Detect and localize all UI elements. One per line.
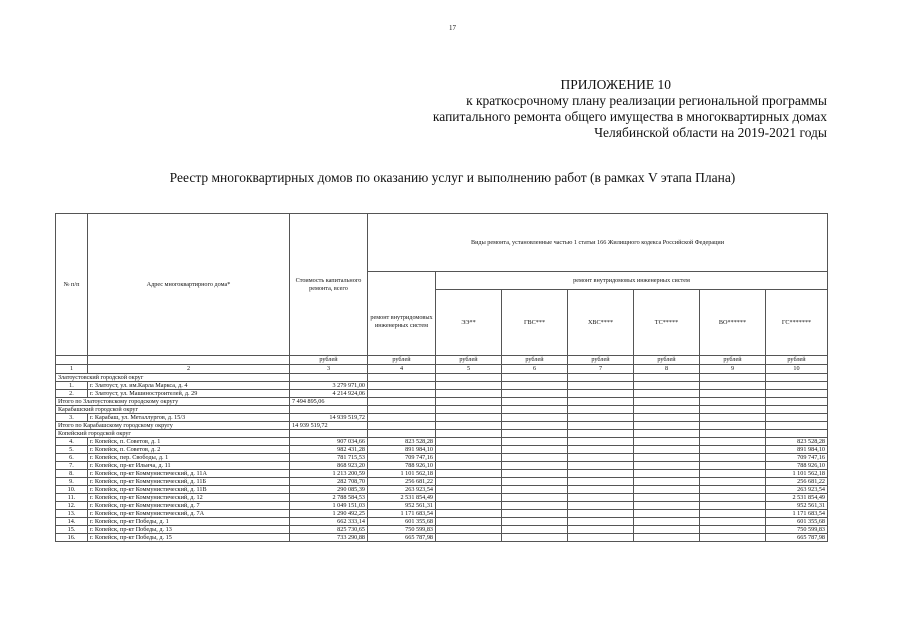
unit-cell: рублей bbox=[436, 356, 502, 365]
table-cell bbox=[634, 438, 700, 446]
table-cell bbox=[502, 518, 568, 526]
row-gs bbox=[766, 382, 828, 390]
table-cell bbox=[634, 494, 700, 502]
header-total-cost: Стоимость капитального ремонта, всего bbox=[290, 214, 368, 356]
table-cell bbox=[634, 534, 700, 542]
table-cell bbox=[634, 454, 700, 462]
row-total-cost: 982 431,28 bbox=[290, 446, 368, 454]
row-number: 11. bbox=[56, 494, 88, 502]
row-number: 16. bbox=[56, 534, 88, 542]
table-cell bbox=[502, 382, 568, 390]
header-address: Адрес многоквартирного дома* bbox=[88, 214, 290, 356]
table-cell bbox=[700, 438, 766, 446]
table-cell bbox=[502, 534, 568, 542]
header-number: № п/п bbox=[56, 214, 88, 356]
subtotal-value: 14 939 519,72 bbox=[290, 422, 368, 430]
row-number: 1. bbox=[56, 382, 88, 390]
column-index: 6 bbox=[502, 365, 568, 374]
row-gs: 788 926,10 bbox=[766, 462, 828, 470]
unit-cell: рублей bbox=[634, 356, 700, 365]
table-cell bbox=[766, 430, 828, 438]
row-number: 2. bbox=[56, 390, 88, 398]
table-cell bbox=[568, 422, 634, 430]
table-row bbox=[56, 438, 828, 446]
row-gs: 1 171 683,54 bbox=[766, 510, 828, 518]
unit-cell: рублей bbox=[766, 356, 828, 365]
table-cell bbox=[634, 390, 700, 398]
table-cell bbox=[436, 406, 502, 414]
row-internal-systems: 709 747,16 bbox=[368, 454, 436, 462]
row-address: г. Копейск, пр-кт Коммунистический, д. 11Б bbox=[88, 478, 290, 486]
row-number: 13. bbox=[56, 510, 88, 518]
row-total-cost: 868 923,20 bbox=[290, 462, 368, 470]
table-cell bbox=[436, 518, 502, 526]
table-cell bbox=[700, 470, 766, 478]
subtotal-label: Итого по Златоустовскому городскому округу bbox=[56, 398, 290, 406]
page-number: 17 bbox=[449, 24, 456, 32]
table-cell bbox=[502, 478, 568, 486]
column-index: 4 bbox=[368, 365, 436, 374]
unit-cell: рублей bbox=[700, 356, 766, 365]
table-cell bbox=[568, 398, 634, 406]
table-cell bbox=[502, 502, 568, 510]
row-internal-systems: 601 355,68 bbox=[368, 518, 436, 526]
registry-table bbox=[55, 213, 828, 542]
table-cell bbox=[766, 398, 828, 406]
table-cell bbox=[436, 502, 502, 510]
table-cell bbox=[502, 414, 568, 422]
row-internal-systems: 1 101 562,18 bbox=[368, 470, 436, 478]
row-address: г. Копейск, п. Советов, д. 2 bbox=[88, 446, 290, 454]
table-cell bbox=[436, 494, 502, 502]
row-internal-systems: 2 531 854,49 bbox=[368, 494, 436, 502]
table-cell bbox=[634, 406, 700, 414]
table-row bbox=[56, 478, 828, 486]
table-cell bbox=[568, 438, 634, 446]
table-cell bbox=[700, 494, 766, 502]
table-cell bbox=[634, 518, 700, 526]
table-cell bbox=[634, 478, 700, 486]
row-total-cost: 1 290 492,25 bbox=[290, 510, 368, 518]
section-title: Карабашский городской округ bbox=[56, 406, 290, 414]
table-row bbox=[56, 518, 828, 526]
table-cell bbox=[568, 486, 634, 494]
column-index: 7 bbox=[568, 365, 634, 374]
table-cell bbox=[568, 374, 634, 382]
row-address: г. Копейск, пр-кт Ильича, д. 11 bbox=[88, 462, 290, 470]
table-cell bbox=[436, 446, 502, 454]
row-address: г. Копейск, пр-кт Коммунистический, д. 12 bbox=[88, 494, 290, 502]
table-cell bbox=[502, 398, 568, 406]
table-cell bbox=[766, 422, 828, 430]
unit-cell: рублей bbox=[568, 356, 634, 365]
table-cell bbox=[436, 374, 502, 382]
row-address: г. Златоуст, ул. им.Карла Маркса, д. 4 bbox=[88, 382, 290, 390]
table-cell bbox=[634, 462, 700, 470]
table-cell bbox=[700, 518, 766, 526]
table-cell bbox=[436, 534, 502, 542]
section-title: Копейский городской округ bbox=[56, 430, 290, 438]
column-index: 10 bbox=[766, 365, 828, 374]
row-internal-systems bbox=[368, 382, 436, 390]
table-cell bbox=[568, 382, 634, 390]
table-cell bbox=[700, 502, 766, 510]
row-internal-systems: 1 171 683,54 bbox=[368, 510, 436, 518]
table-row bbox=[56, 534, 828, 542]
table-row bbox=[56, 462, 828, 470]
table-cell bbox=[700, 398, 766, 406]
column-index: 3 bbox=[290, 365, 368, 374]
table-cell bbox=[568, 502, 634, 510]
row-total-cost: 907 034,66 bbox=[290, 438, 368, 446]
row-number: 8. bbox=[56, 470, 88, 478]
table-cell bbox=[700, 446, 766, 454]
table-row bbox=[56, 382, 828, 390]
column-index: 1 bbox=[56, 365, 88, 374]
section-row bbox=[56, 406, 828, 414]
row-gs bbox=[766, 390, 828, 398]
table-cell bbox=[368, 430, 436, 438]
row-total-cost: 781 715,53 bbox=[290, 454, 368, 462]
table-row bbox=[56, 510, 828, 518]
row-gs: 256 681,22 bbox=[766, 478, 828, 486]
table-cell bbox=[368, 398, 436, 406]
table-cell bbox=[568, 390, 634, 398]
row-gs: 2 531 854,49 bbox=[766, 494, 828, 502]
table-cell bbox=[436, 486, 502, 494]
row-internal-systems: 788 926,10 bbox=[368, 462, 436, 470]
table-cell bbox=[436, 510, 502, 518]
table-cell bbox=[700, 374, 766, 382]
table-cell bbox=[634, 430, 700, 438]
row-total-cost: 14 939 519,72 bbox=[290, 414, 368, 422]
table-cell bbox=[568, 462, 634, 470]
table-cell bbox=[502, 374, 568, 382]
table-cell bbox=[634, 526, 700, 534]
table-cell bbox=[502, 430, 568, 438]
document-heading: Реестр многоквартирных домов по оказанию услуг и выполнению работ (в рамках V этапа Плана) bbox=[169, 170, 736, 185]
subtotal-row bbox=[56, 422, 828, 430]
table-cell bbox=[502, 422, 568, 430]
row-internal-systems: 256 681,22 bbox=[368, 478, 436, 486]
header-ee: ЭЭ** bbox=[436, 290, 502, 356]
row-address: г. Копейск, пр-кт Победы, д. 1 bbox=[88, 518, 290, 526]
table-cell bbox=[436, 526, 502, 534]
table-cell bbox=[436, 414, 502, 422]
row-total-cost: 825 730,65 bbox=[290, 526, 368, 534]
row-address: г. Копейск, пр-кт Коммунистический, д. 11А bbox=[88, 470, 290, 478]
table-cell bbox=[502, 486, 568, 494]
row-number: 12. bbox=[56, 502, 88, 510]
header-gvs: ГВС*** bbox=[502, 290, 568, 356]
table-cell bbox=[436, 478, 502, 486]
row-internal-systems: 952 561,31 bbox=[368, 502, 436, 510]
table-cell bbox=[700, 478, 766, 486]
table-cell bbox=[290, 406, 368, 414]
row-internal-systems: 750 599,83 bbox=[368, 526, 436, 534]
table-cell bbox=[634, 446, 700, 454]
table-cell bbox=[436, 470, 502, 478]
column-index: 9 bbox=[700, 365, 766, 374]
table-cell bbox=[502, 454, 568, 462]
table-cell bbox=[290, 374, 368, 382]
table-cell bbox=[634, 502, 700, 510]
row-number: 4. bbox=[56, 438, 88, 446]
table-cell bbox=[634, 382, 700, 390]
row-gs: 601 355,68 bbox=[766, 518, 828, 526]
row-total-cost: 1 049 151,03 bbox=[290, 502, 368, 510]
row-internal-systems bbox=[368, 414, 436, 422]
table-cell bbox=[568, 430, 634, 438]
unit-cell: рублей bbox=[368, 356, 436, 365]
table-cell bbox=[568, 518, 634, 526]
row-number: 9. bbox=[56, 478, 88, 486]
column-index: 8 bbox=[634, 365, 700, 374]
table-cell bbox=[436, 382, 502, 390]
table-cell bbox=[568, 454, 634, 462]
table-cell bbox=[766, 406, 828, 414]
table-cell bbox=[290, 430, 368, 438]
row-address: г. Копейск, пр-кт Победы, д. 15 bbox=[88, 534, 290, 542]
table-cell bbox=[368, 374, 436, 382]
row-address: г. Златоуст, ул. Машиностроителей, д. 29 bbox=[88, 390, 290, 398]
column-index: 5 bbox=[436, 365, 502, 374]
row-gs: 709 747,16 bbox=[766, 454, 828, 462]
row-number: 5. bbox=[56, 446, 88, 454]
table-cell bbox=[568, 406, 634, 414]
table-cell bbox=[568, 510, 634, 518]
row-address: г. Копейск, пр-кт Победы, д. 13 bbox=[88, 526, 290, 534]
row-number: 6. bbox=[56, 454, 88, 462]
appendix-line-4: Челябинской области на 2019-2021 годы bbox=[594, 125, 827, 140]
row-address: г. Копейск, пр-кт Коммунистический, д. 7А bbox=[88, 510, 290, 518]
row-gs bbox=[766, 414, 828, 422]
column-index: 2 bbox=[88, 365, 290, 374]
table-cell bbox=[436, 454, 502, 462]
table-cell bbox=[568, 534, 634, 542]
table-row bbox=[56, 454, 828, 462]
row-internal-systems: 665 787,98 bbox=[368, 534, 436, 542]
table-cell bbox=[634, 470, 700, 478]
row-internal-systems: 263 923,54 bbox=[368, 486, 436, 494]
appendix-title: ПРИЛОЖЕНИЕ 10 bbox=[560, 77, 671, 92]
table-cell bbox=[634, 374, 700, 382]
table-cell bbox=[502, 406, 568, 414]
table-cell bbox=[436, 438, 502, 446]
table-row bbox=[56, 446, 828, 454]
table-cell bbox=[766, 374, 828, 382]
row-gs: 750 599,83 bbox=[766, 526, 828, 534]
row-address: г. Копейск, пр-кт Коммунистический, д. 11В bbox=[88, 486, 290, 494]
table-cell bbox=[700, 390, 766, 398]
table-cell bbox=[634, 510, 700, 518]
header-gs: ГС******* bbox=[766, 290, 828, 356]
subtotal-value: 7 494 895,06 bbox=[290, 398, 368, 406]
table-cell bbox=[700, 406, 766, 414]
table-cell bbox=[700, 430, 766, 438]
header-internal-systems-group: ремонт внутридомовых инженерных систем bbox=[436, 272, 828, 290]
table-cell bbox=[502, 390, 568, 398]
row-address: г. Карабаш, ул. Металлургов, д. 15/3 bbox=[88, 414, 290, 422]
row-total-cost: 1 213 200,59 bbox=[290, 470, 368, 478]
table-cell bbox=[634, 398, 700, 406]
table-cell bbox=[568, 526, 634, 534]
row-total-cost: 2 788 584,53 bbox=[290, 494, 368, 502]
row-gs: 263 923,54 bbox=[766, 486, 828, 494]
table-cell bbox=[502, 510, 568, 518]
table-row bbox=[56, 470, 828, 478]
table-row bbox=[56, 390, 828, 398]
registry-body bbox=[56, 374, 828, 542]
row-gs: 1 101 562,18 bbox=[766, 470, 828, 478]
table-cell bbox=[436, 390, 502, 398]
table-cell bbox=[634, 414, 700, 422]
section-title: Златоустовский городской округ bbox=[56, 374, 290, 382]
row-total-cost: 662 333,14 bbox=[290, 518, 368, 526]
table-cell bbox=[634, 422, 700, 430]
row-address: г. Копейск, пр-кт Коммунистический, д. 7 bbox=[88, 502, 290, 510]
table-row bbox=[56, 494, 828, 502]
table-cell bbox=[502, 494, 568, 502]
table-row bbox=[56, 526, 828, 534]
row-internal-systems: 823 528,28 bbox=[368, 438, 436, 446]
row-total-cost: 733 290,88 bbox=[290, 534, 368, 542]
header-vo: ВО****** bbox=[700, 290, 766, 356]
row-total-cost: 282 708,70 bbox=[290, 478, 368, 486]
table-cell bbox=[568, 494, 634, 502]
table-cell bbox=[436, 422, 502, 430]
appendix-line-3: капитального ремонта общего имущества в многоквартирных домах bbox=[432, 109, 827, 124]
row-address: г. Копейск, п. Советов, д. 1 bbox=[88, 438, 290, 446]
table-cell bbox=[700, 526, 766, 534]
table-row bbox=[56, 486, 828, 494]
table-cell bbox=[436, 430, 502, 438]
row-address: г. Копейск, пер. Свободы, д. 1 bbox=[88, 454, 290, 462]
table-cell bbox=[700, 422, 766, 430]
table-cell bbox=[568, 414, 634, 422]
row-number: 10. bbox=[56, 486, 88, 494]
row-gs: 665 787,98 bbox=[766, 534, 828, 542]
table-cell bbox=[502, 438, 568, 446]
row-number: 3. bbox=[56, 414, 88, 422]
table-cell bbox=[700, 382, 766, 390]
unit-cell: рублей bbox=[290, 356, 368, 365]
row-internal-systems bbox=[368, 390, 436, 398]
header-repair-types: Виды ремонта, установленные частью 1 статьи 166 Жилищного кодекса Российской Федерации bbox=[368, 214, 828, 272]
table-cell bbox=[436, 462, 502, 470]
table-cell bbox=[568, 446, 634, 454]
appendix-header bbox=[307, 77, 827, 141]
header-ts: ТС***** bbox=[634, 290, 700, 356]
row-total-cost: 290 085,39 bbox=[290, 486, 368, 494]
subtotal-label: Итого по Карабашскому городскому округу bbox=[56, 422, 290, 430]
row-number: 7. bbox=[56, 462, 88, 470]
row-gs: 891 984,10 bbox=[766, 446, 828, 454]
table-cell bbox=[700, 454, 766, 462]
table-cell bbox=[568, 478, 634, 486]
row-total-cost: 3 279 971,00 bbox=[290, 382, 368, 390]
table-row bbox=[56, 502, 828, 510]
table-cell bbox=[568, 470, 634, 478]
table-cell bbox=[502, 470, 568, 478]
table-cell bbox=[700, 414, 766, 422]
table-cell bbox=[634, 486, 700, 494]
header-internal-systems: ремонт внутридомовых инженерных систем bbox=[368, 290, 436, 356]
table-cell bbox=[502, 446, 568, 454]
appendix-line-2: к краткосрочному плану реализации региональной программы bbox=[466, 93, 827, 108]
table-cell bbox=[700, 534, 766, 542]
table-cell bbox=[368, 422, 436, 430]
table-cell bbox=[368, 406, 436, 414]
section-row bbox=[56, 430, 828, 438]
row-number: 15. bbox=[56, 526, 88, 534]
table-row bbox=[56, 414, 828, 422]
row-total-cost: 4 214 924,06 bbox=[290, 390, 368, 398]
section-row bbox=[56, 374, 828, 382]
table-cell bbox=[436, 398, 502, 406]
row-gs: 823 528,28 bbox=[766, 438, 828, 446]
header-hvs: ХВС**** bbox=[568, 290, 634, 356]
unit-cell: рублей bbox=[502, 356, 568, 365]
row-gs: 952 561,31 bbox=[766, 502, 828, 510]
table-cell bbox=[502, 526, 568, 534]
row-number: 14. bbox=[56, 518, 88, 526]
table-cell bbox=[502, 462, 568, 470]
table-cell bbox=[700, 510, 766, 518]
table-cell bbox=[700, 462, 766, 470]
subtotal-row bbox=[56, 398, 828, 406]
table-cell bbox=[700, 486, 766, 494]
row-internal-systems: 891 984,10 bbox=[368, 446, 436, 454]
